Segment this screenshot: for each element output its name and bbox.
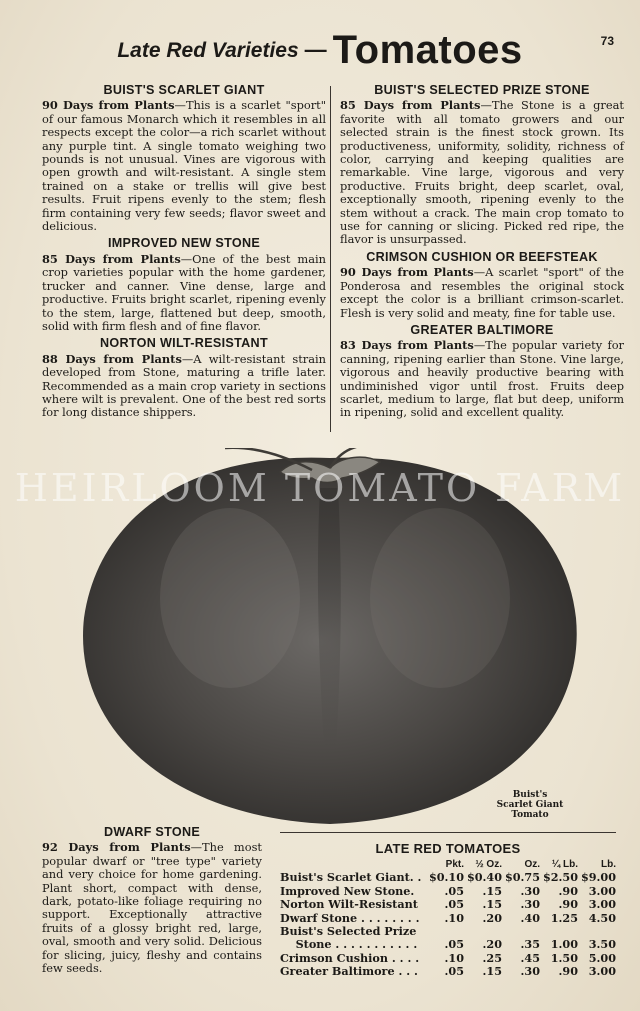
price-cell: .30 <box>520 897 540 912</box>
table-row <box>280 965 616 978</box>
watermark-text: HEIRLOOM TOMATO FARM <box>14 466 626 510</box>
table-row <box>280 871 616 884</box>
illustration-caption <box>490 790 570 820</box>
price-cell: 3.00 <box>588 897 616 912</box>
description-text: —One of the best main crop varieties popular with the home gardener, trucker and canner. Vine dense, large and productive. Fruits bright scarlet, ripening evenly to the stem, large, flattened but deep, smooth, solid with firm flesh and of fine flavor. <box>42 251 326 333</box>
price-cell <box>426 925 464 938</box>
days-label: 85 Days from Plants <box>42 251 181 266</box>
variety-heading: IMPROVED NEW STONE <box>107 236 261 251</box>
price-cell <box>464 925 502 938</box>
price-cell: .25 <box>482 950 502 965</box>
column-header: Lb. <box>601 859 616 870</box>
days-label: 92 Days from Plants <box>42 840 191 855</box>
price-cell: .20 <box>482 910 502 925</box>
price-table-section <box>280 832 616 979</box>
price-cell <box>502 925 540 938</box>
table-row <box>280 952 616 965</box>
price-cell: 1.25 <box>550 910 578 925</box>
variety-description <box>42 841 262 975</box>
price-cell: .05 <box>444 897 464 912</box>
price-cell: .20 <box>482 937 502 952</box>
price-cell: $2.50 <box>542 870 578 885</box>
variety-scarlet-giant <box>42 84 326 233</box>
variety-name-cell: Dwarf Stone . . . . . . . . <box>280 910 420 925</box>
variety-name-cell: Greater Baltimore . . . <box>280 964 418 979</box>
price-cell: .40 <box>520 910 540 925</box>
variety-name-cell: Stone . . . . . . . . . . . <box>280 937 418 952</box>
column-divider <box>330 86 331 432</box>
title-dash: — <box>304 37 327 62</box>
variety-norton-wilt-resistant <box>42 337 326 419</box>
price-cell: 1.00 <box>550 937 578 952</box>
price-cell: .10 <box>444 950 464 965</box>
price-cell: .10 <box>444 910 464 925</box>
price-cell: .45 <box>520 950 540 965</box>
price-cell: $9.00 <box>580 870 616 885</box>
price-cell <box>578 925 616 938</box>
days-label: 90 Days from Plants <box>42 98 175 113</box>
price-cell: 3.50 <box>588 937 616 952</box>
variety-heading: GREATER BALTIMORE <box>410 322 554 337</box>
price-cell: .05 <box>444 937 464 952</box>
price-cell: .05 <box>444 964 464 979</box>
variety-dwarf-stone <box>42 824 262 979</box>
price-cell: 3.00 <box>588 964 616 979</box>
variety-name-cell: Crimson Cushion . . . . <box>280 950 420 965</box>
variety-heading: BUIST'S SCARLET GIANT <box>103 83 265 97</box>
column-header: Pkt. <box>445 859 464 870</box>
price-cell: .30 <box>520 883 540 898</box>
price-table <box>280 858 616 979</box>
variety-name-cell: Improved New Stone. <box>280 883 415 898</box>
left-column <box>42 82 326 424</box>
page-number: 73 <box>600 34 614 48</box>
page-title <box>0 28 640 73</box>
variety-name-cell: Norton Wilt-Resistant <box>280 897 418 912</box>
days-label: 90 Days from Plants <box>340 265 474 280</box>
title-main: Tomatoes <box>332 28 523 72</box>
price-cell: 5.00 <box>588 950 616 965</box>
column-header: ¼ Lb. <box>551 859 578 870</box>
right-column <box>340 82 624 424</box>
description-text: —The Stone is a great favorite with all tomato growers and our selected strain is the finest stock grown. Its productiveness, uniformity, solidity, richness of color, carrying and keeping qualities are remarkable. Vine large, vigorous and very productive. Fruits bright, deep scarlet, oval, exceptionally smooth, ripening evenly to the stem without a crack. The main crop tomato to use for canning or slicing. Picked red ripe, the flavor is unsurpassed. <box>340 98 624 247</box>
variety-description <box>42 99 326 233</box>
variety-name-cell: Buist's Selected Prize <box>280 924 417 939</box>
price-cell: .05 <box>444 883 464 898</box>
price-cell: $0.40 <box>466 870 502 885</box>
table-row <box>280 938 616 951</box>
variety-greater-baltimore <box>340 324 624 420</box>
variety-description <box>42 353 326 420</box>
price-cell: 3.00 <box>588 883 616 898</box>
variety-crimson-cushion <box>340 251 624 320</box>
table-rule <box>280 832 616 833</box>
table-row <box>280 912 616 925</box>
table-row <box>280 925 616 938</box>
price-cell: .90 <box>558 964 578 979</box>
title-subtitle: Late Red Varieties <box>117 39 299 62</box>
description-text: —A scarlet "sport" of the Ponderosa and resembles the original stock except the color is a brilliant crimson-scarlet. Flesh is very solid and meaty, fine for table use. <box>340 265 624 320</box>
variety-description <box>340 266 624 320</box>
variety-selected-prize-stone <box>340 84 624 247</box>
price-cell: 4.50 <box>588 910 616 925</box>
variety-heading: CRIMSON CUSHION OR BEEFSTEAK <box>366 249 598 264</box>
price-cell: $0.75 <box>504 870 540 885</box>
variety-description <box>340 339 624 419</box>
column-header: ½ Oz. <box>475 859 502 870</box>
variety-description <box>42 253 326 333</box>
caption-line: Buist's <box>512 790 548 800</box>
price-cell: .90 <box>558 883 578 898</box>
caption-line: Tomato <box>511 810 549 820</box>
price-cell: 1.50 <box>550 950 578 965</box>
variety-name-cell: Buist's Scarlet Giant. . <box>280 870 422 885</box>
days-label: 85 Days from Plants <box>340 98 481 113</box>
caption-line: Scarlet Giant <box>496 800 564 810</box>
price-cell: .15 <box>482 883 502 898</box>
table-header-row <box>280 858 616 871</box>
variety-description <box>340 99 624 246</box>
description-text: —The most popular dwarf or "tree type" variety and very choice for home gardening. Plant short, compact with dense, dark, potato-like foliage requiring no support. Exceptionally attractive fruits of a glossy bright red, large, oval, smooth and very solid. Delicious for slicing, juicy, fleshy and contains few seeds. <box>42 840 262 976</box>
price-cell: .35 <box>520 937 540 952</box>
price-cell: $0.10 <box>428 870 464 885</box>
days-label: 88 Days from Plants <box>42 351 182 366</box>
price-cell <box>540 925 578 938</box>
variety-heading: BUIST'S SELECTED PRIZE STONE <box>374 83 590 97</box>
variety-heading: NORTON WILT-RESISTANT <box>100 336 268 351</box>
price-cell: .30 <box>520 964 540 979</box>
days-label: 83 Days from Plants <box>340 338 474 353</box>
price-cell: .90 <box>558 897 578 912</box>
variety-heading: DWARF STONE <box>103 825 201 839</box>
table-row <box>280 898 616 911</box>
description-text: —The popular variety for canning, ripening earlier than Stone. Vine large, vigorous and heavily productive bearing with undiminished vigor until frost. Fruits deep scarlet, medium to large, flat but deep, uniform in ripening, solid and excellent quality. <box>340 338 624 420</box>
description-text: —This is a scarlet "sport" of our famous Monarch which it resembles in all respects except the color—a rich scarlet without any purple tint. A single tomato weighing two pounds is not unusual. Vines are vigorous with open growth and wilt-resistant. A single stem trained on a stake or trellis will give best results. Fruit ripens evenly to the stem; flesh firm containing very few seeds; flavor sweet and delicious. <box>42 98 326 234</box>
table-row <box>280 885 616 898</box>
column-header: Oz. <box>524 859 540 870</box>
variety-improved-new-stone <box>42 237 326 333</box>
price-table-title: LATE RED TOMATOES <box>375 841 521 856</box>
description-text: —A wilt-resistant strain developed from Stone, maturing a trifle later. Recommended as a main crop variety in sections where wilt is prevalent. One of the best red sorts for long distance shippers. <box>42 351 326 420</box>
price-cell: .15 <box>482 964 502 979</box>
price-cell: .15 <box>482 897 502 912</box>
